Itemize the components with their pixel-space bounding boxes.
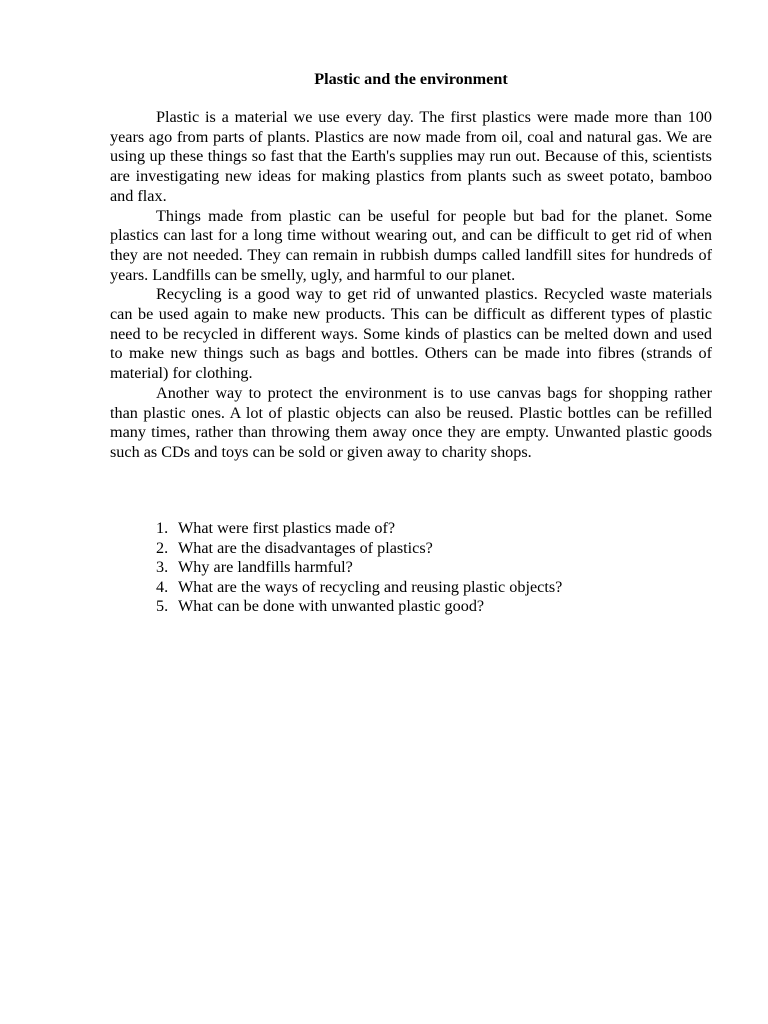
paragraph-harm: Things made from plastic can be useful for people but bad for the planet. Some plastics can last for a long time without wearing out, and can be difficult to get rid of when they are not needed. They can remain in rubbish dumps called landfill sites for hundreds of years. Landfills can be smelly, ugly, and harmful to our planet. [110, 206, 712, 284]
question-number: 3. [156, 558, 169, 577]
question-item [156, 578, 562, 598]
question-text: What were first plastics made of? [178, 519, 396, 537]
paragraph-origins: Plastic is a material we use every day. The first plastics were made more than 100 years ago from parts of plants. Plastics are now made from oil, coal and natural gas. We are using up these things so fast that the Earth's supplies may run out. Because of this, scientists are investigating new ideas for making plastics from plants such as sweet potato, bamboo and flax. [110, 108, 712, 205]
question-number: 5. [156, 597, 169, 616]
question-number: 2. [156, 538, 169, 557]
document-title: Plastic and the environment [314, 70, 508, 88]
question-text: Why are landfills harmful? [178, 558, 353, 577]
question-item [156, 539, 562, 559]
paragraph-reuse: Another way to protect the environment is to use canvas bags for shopping rather than plastic ones. A lot of plastic objects can also be reused. Plastic bottles can be refilled many times, rather than throwing them away once they are empty. Unwanted plastic goods such as CDs and toys can be sold or given away to charity shops. [110, 383, 712, 461]
question-number: 4. [156, 577, 169, 596]
question-item [156, 597, 562, 617]
question-text: What are the disadvantages of plastics? [178, 538, 433, 557]
questions-list [156, 519, 562, 617]
question-text: What are the ways of recycling and reusing plastic objects? [178, 577, 563, 596]
question-item [156, 519, 562, 539]
question-text: What can be done with unwanted plastic good? [178, 597, 485, 616]
question-number: 1. [156, 519, 169, 537]
article-body [110, 108, 712, 463]
question-item [156, 558, 562, 578]
paragraph-recycling: Recycling is a good way to get rid of unwanted plastics. Recycled waste materials can be used again to make new products. This can be difficult as different types of plastic need to be recycled in different ways. Some kinds of plastics can be melted down and used to make new things such as bags and bottles. Others can be made into fibres (strands of material) for clothing. [110, 285, 712, 383]
